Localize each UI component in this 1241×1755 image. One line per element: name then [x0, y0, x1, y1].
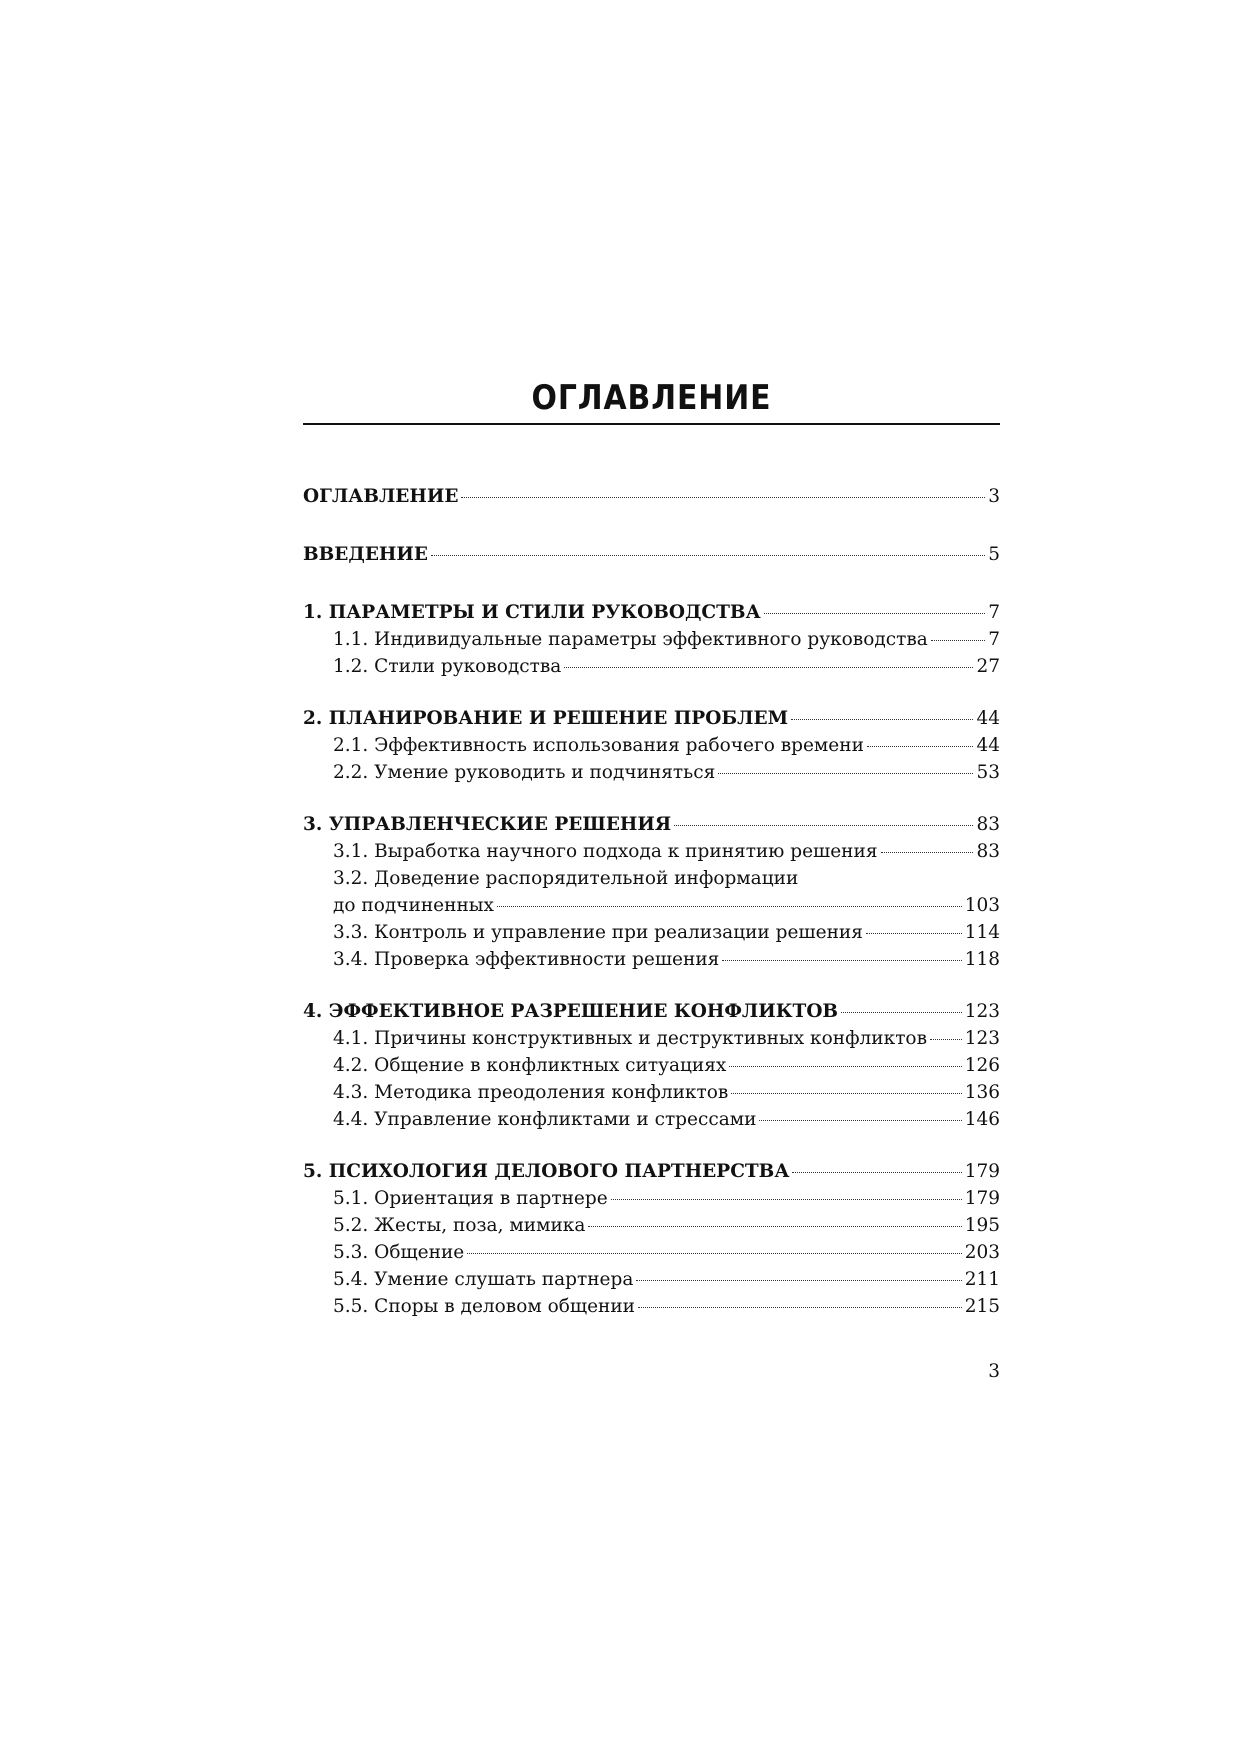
leader-dots: [764, 612, 986, 614]
toc-chapter-2[interactable]: [303, 705, 1000, 732]
leader-dots: [638, 1306, 962, 1308]
toc-entry-title: 3.4. Проверка эффективности решения: [333, 949, 720, 970]
toc-chapter-4[interactable]: [303, 998, 1000, 1025]
toc-section-3-1[interactable]: [303, 838, 1000, 865]
toc-entry-title: 2. ПЛАНИРОВАНИЕ И РЕШЕНИЕ ПРОБЛЕМ: [303, 708, 789, 729]
toc-entry-page: 195: [964, 1215, 1000, 1236]
toc-section-5-4[interactable]: [303, 1266, 1000, 1293]
toc-entry-page: 44: [976, 708, 1000, 729]
toc-section-3-4[interactable]: [303, 946, 1000, 973]
toc-entry-page: 118: [964, 949, 1000, 970]
leader-dots: [930, 1038, 962, 1040]
toc-section-5-2[interactable]: [303, 1212, 1000, 1239]
toc-entry-title: 4.3. Методика преодоления конфликтов: [333, 1082, 729, 1103]
leader-dots: [729, 1065, 961, 1067]
toc-entry-page: 103: [964, 895, 1000, 916]
toc-entry-title: до подчиненных: [333, 895, 494, 916]
leader-dots: [731, 1092, 961, 1094]
toc-entry-page: 123: [964, 1028, 1000, 1049]
toc-entry-title: 5.2. Жесты, поза, мимика: [333, 1215, 586, 1236]
toc-entry-title: 4.2. Общение в конфликтных ситуациях: [333, 1055, 727, 1076]
leader-dots: [564, 666, 973, 668]
toc-section-1-1[interactable]: [303, 626, 1000, 653]
leader-dots: [431, 554, 985, 556]
toc-section-2-2[interactable]: [303, 759, 1000, 786]
leader-dots: [759, 1119, 961, 1121]
leader-dots: [497, 905, 962, 907]
leader-dots: [718, 772, 973, 774]
toc-entry-title: 4.4. Управление конфликтами и стрессами: [333, 1109, 757, 1130]
toc-chapter-5[interactable]: [303, 1158, 1000, 1185]
toc-section-3-3[interactable]: [303, 919, 1000, 946]
toc-entry-page: 83: [976, 841, 1000, 862]
toc-entry-title: 5.3. Общение: [333, 1242, 465, 1263]
leader-dots: [722, 959, 961, 961]
toc-entry-page: 179: [964, 1188, 1000, 1209]
toc-entry-page: 136: [964, 1082, 1000, 1103]
toc-entry-page: 211: [964, 1269, 1000, 1290]
toc-entry-contents[interactable]: [303, 483, 1000, 510]
toc-section-4-3[interactable]: [303, 1079, 1000, 1106]
toc-entry-page: 7: [988, 602, 1000, 623]
toc-entry-title: 1. ПАРАМЕТРЫ И СТИЛИ РУКОВОДСТВА: [303, 602, 761, 623]
leader-dots: [791, 718, 973, 720]
toc-entry-title: 3. УПРАВЛЕНЧЕСКИЕ РЕШЕНИЯ: [303, 814, 672, 835]
toc-entry-title: 2.2. Умение руководить и подчиняться: [333, 762, 716, 783]
page-number: 3: [988, 1361, 1000, 1382]
leader-dots: [867, 745, 974, 747]
toc-section-3-2-continued[interactable]: [303, 892, 1000, 919]
toc-entry-page: 7: [988, 629, 1000, 650]
toc-entry-page: 123: [964, 1001, 1000, 1022]
toc-entry-title: 3.2. Доведение распорядительной информации: [333, 868, 799, 889]
leader-dots: [792, 1171, 961, 1173]
toc-entry-title: ОГЛАВЛЕНИЕ: [303, 486, 459, 507]
toc-section-5-3[interactable]: [303, 1239, 1000, 1266]
toc-entry-page: 203: [964, 1242, 1000, 1263]
leader-dots: [611, 1198, 962, 1200]
leader-dots: [866, 932, 962, 934]
toc-entry-page: 5: [988, 544, 1000, 565]
leader-dots: [881, 851, 974, 853]
toc-entry-title: 3.1. Выработка научного подхода к принятию решения: [333, 841, 878, 862]
leader-dots: [461, 496, 985, 498]
title-rule: [303, 423, 1000, 425]
toc-section-1-2[interactable]: [303, 653, 1000, 680]
toc-entry-title: 2.1. Эффективность использования рабочего времени: [333, 735, 864, 756]
toc-entry-title: 3.3. Контроль и управление при реализации решения: [333, 922, 863, 943]
toc-entry-title: 5. ПСИХОЛОГИЯ ДЕЛОВОГО ПАРТНЕРСТВА: [303, 1161, 790, 1182]
toc-entry-title: 5.1. Ориентация в партнере: [333, 1188, 608, 1209]
toc-entry-page: 114: [964, 922, 1000, 943]
toc-entry-page: 53: [976, 762, 1000, 783]
toc-section-4-2[interactable]: [303, 1052, 1000, 1079]
toc-entry-page: 27: [976, 656, 1000, 677]
toc-entry-title: 1.1. Индивидуальные параметры эффективного руководства: [333, 629, 928, 650]
toc-chapter-1[interactable]: [303, 599, 1000, 626]
toc-entry-title: 5.5. Споры в деловом общении: [333, 1296, 636, 1317]
toc-section-3-2[interactable]: [303, 865, 1000, 892]
toc-entry-page: 3: [988, 486, 1000, 507]
toc-entry-title: 4.1. Причины конструктивных и деструктивных конфликтов: [333, 1028, 927, 1049]
toc-section-5-5[interactable]: [303, 1293, 1000, 1320]
toc-entry-page: 146: [964, 1109, 1000, 1130]
table-of-contents: [303, 483, 1000, 1320]
leader-dots: [931, 639, 985, 641]
page-title: ОГЛАВЛЕНИЕ: [531, 378, 772, 418]
toc-section-2-1[interactable]: [303, 732, 1000, 759]
toc-section-4-1[interactable]: [303, 1025, 1000, 1052]
toc-entry-title: 1.2. Стили руководства: [333, 656, 562, 677]
toc-entry-title: 4. ЭФФЕКТИВНОЕ РАЗРЕШЕНИЕ КОНФЛИКТОВ: [303, 1001, 839, 1022]
leader-dots: [674, 824, 973, 826]
leader-dots: [467, 1252, 961, 1254]
leader-dots: [841, 1011, 962, 1013]
toc-entry-introduction[interactable]: [303, 541, 1000, 568]
leader-dots: [588, 1225, 961, 1227]
toc-chapter-3[interactable]: [303, 811, 1000, 838]
toc-entry-page: 179: [964, 1161, 1000, 1182]
toc-entry-title: ВВЕДЕНИЕ: [303, 544, 428, 565]
toc-section-4-4[interactable]: [303, 1106, 1000, 1133]
toc-entry-page: 126: [964, 1055, 1000, 1076]
leader-dots: [636, 1279, 961, 1281]
toc-section-5-1[interactable]: [303, 1185, 1000, 1212]
page: [303, 0, 1000, 1755]
toc-entry-page: 83: [976, 814, 1000, 835]
toc-entry-title: 5.4. Умение слушать партнера: [333, 1269, 634, 1290]
toc-entry-page: 44: [976, 735, 1000, 756]
toc-entry-page: 215: [964, 1296, 1000, 1317]
